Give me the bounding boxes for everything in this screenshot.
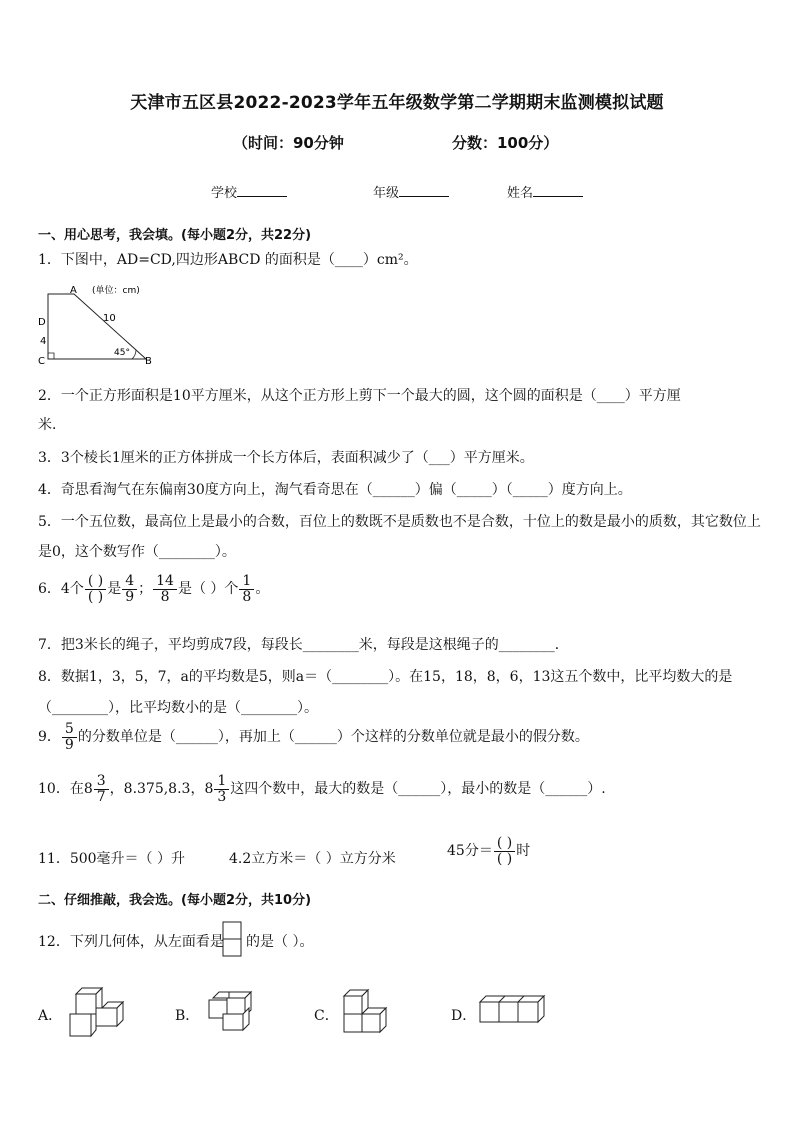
vertex-d-label: D: [38, 317, 46, 328]
q6-is-1: 是: [107, 581, 122, 598]
option-a-cubes-icon[interactable]: [66, 986, 126, 1042]
option-d-label: D．: [451, 1008, 477, 1024]
question-9: [38, 722, 589, 752]
q10-mixed-1: [94, 774, 109, 804]
vertex-b-label: B: [145, 356, 152, 367]
q6-f3-denominator: 8: [242, 588, 252, 605]
q11-blank-fraction: [494, 836, 515, 866]
q6-f1-denominator: 9: [125, 588, 135, 605]
question-8-line-1: 8．数据1，3，5，7，a的平均数是5，则a＝（________）。在15，18，8，6，13这五个数中，比平均数大的是: [38, 669, 733, 685]
vertex-c-label: C: [38, 356, 45, 367]
q6-f2-numerator: 14: [153, 574, 177, 590]
question-5-line-1: 5．一个五位数，最高位上是最小的合数，百位上的数既不是质数也不是合数，十位上的数是最小的质数，其它数位上: [38, 514, 761, 530]
question-11-part-2: 4.2立方米＝（ ）立方分米: [229, 851, 396, 867]
grade-blank: [399, 184, 449, 197]
option-c-cubes-icon[interactable]: [340, 986, 392, 1038]
q6-blank-fraction: [85, 574, 106, 604]
question-12-suffix: 的是（ ）。: [246, 934, 314, 950]
option-d-cubes-icon[interactable]: [478, 994, 548, 1026]
grade-field: [373, 182, 449, 201]
q6-fraction-3: [239, 574, 254, 604]
trapezoid-figure: [34, 283, 184, 367]
q10-m2-numerator: 1: [214, 774, 229, 790]
q10-m2-denominator: 3: [217, 788, 227, 805]
question-6: [38, 574, 269, 604]
question-2-line-2: 米．: [38, 417, 66, 433]
name-blank: [533, 184, 583, 197]
q10-prefix: 10．在8: [38, 781, 93, 798]
q6-end: 。: [255, 581, 270, 598]
q6-blank-denominator: ( ): [87, 588, 104, 605]
q10-mid: ，8.375,8.3，8: [109, 781, 214, 798]
q6-f1-numerator: 4: [122, 574, 137, 590]
question-3: 3．3个棱长1厘米的正方体拼成一个长方体后，表面积减少了（___）平方厘米。: [38, 450, 534, 466]
question-10: [38, 774, 606, 804]
grade-label: 年级: [373, 186, 400, 201]
q10-m1-numerator: 3: [94, 774, 109, 790]
option-b-cubes-icon[interactable]: [205, 990, 257, 1034]
q9-rest: 的分数单位是（______），再加上（______）个这样的分数单位就是最小的假分数。: [77, 729, 589, 746]
vertex-a-label: A: [70, 285, 77, 296]
option-c-label: C．: [314, 1008, 339, 1024]
angle-label: 45°: [114, 348, 130, 358]
q6-fraction-1: [122, 574, 137, 604]
question-2-line-1: 2．一个正方形面积是10平方厘米，从这个正方形上剪下一个最大的圆，这个圆的面积是（____）平方厘: [38, 388, 681, 404]
q6-is-2: 是（ ）个: [177, 581, 239, 598]
question-11-part-1: 11．500毫升＝（ ）升: [38, 851, 185, 867]
q10-rest: 这四个数中，最大的数是（______），最小的数是（______）.: [230, 781, 606, 798]
q10-mixed-2: [214, 774, 229, 804]
option-b-label: B．: [175, 1008, 200, 1024]
q6-f2-denominator: 8: [160, 588, 170, 605]
section-2-heading: 二、仔细推敲，我会选。(每小题2分，共10分): [38, 893, 312, 908]
exam-time: （时间：90分钟: [233, 134, 344, 152]
q6-separator: ；: [138, 581, 153, 598]
q6-fraction-2: [153, 574, 177, 604]
unit-label: (单位：cm): [92, 286, 140, 296]
question-5-line-2: 是0，这个数写作（________）。: [38, 544, 236, 560]
q9-numerator: 5: [62, 722, 77, 738]
question-8-line-2: （________），比平均数小的是（________）。: [38, 700, 318, 716]
q11-unit: 时: [516, 843, 531, 860]
q10-m1-denominator: 7: [96, 788, 106, 805]
side-length-label: 10: [103, 313, 116, 324]
question-12: 12．下列几何体，从左面看是: [38, 934, 224, 950]
q6-f3-numerator: 1: [239, 574, 254, 590]
left-view-shape-icon: [221, 920, 245, 958]
q11-blank-numerator: ( ): [494, 836, 515, 852]
question-7: 7．把3米长的绳子，平均剪成7段，每段长________米，每段是这根绳子的________．: [38, 637, 569, 653]
school-label: 学校: [211, 186, 238, 201]
school-field: [211, 182, 287, 201]
option-a-label: A．: [38, 1008, 63, 1024]
page-title: 天津市五区县2022-2023学年五年级数学第二学期期末监测模拟试题: [130, 93, 664, 113]
question-4: 4．奇思看淘气在东偏南30度方向上，淘气看奇思在（______）偏（_____）（_____）度方向上。: [38, 482, 632, 498]
q6-blank-numerator: ( ): [85, 574, 106, 590]
q9-prefix: 9．: [38, 729, 61, 746]
q11-blank-denominator: ( ): [496, 850, 513, 867]
q11-prefix: 45分＝: [447, 843, 493, 860]
question-11-part-3: [447, 836, 530, 866]
exam-score: 分数：100分）: [452, 134, 559, 152]
section-1-heading: 一、用心思考，我会填。(每小题2分，共22分): [38, 228, 312, 243]
name-field: [507, 182, 583, 201]
q6-prefix: 6．4个: [38, 581, 84, 598]
name-label: 姓名: [507, 186, 534, 201]
q9-fraction: [62, 722, 77, 752]
school-blank: [237, 184, 287, 197]
height-label: 4: [40, 336, 47, 347]
q9-denominator: 9: [64, 736, 74, 753]
question-1: 1．下图中，AD=CD,四边形ABCD 的面积是（____）cm²。: [38, 252, 418, 268]
